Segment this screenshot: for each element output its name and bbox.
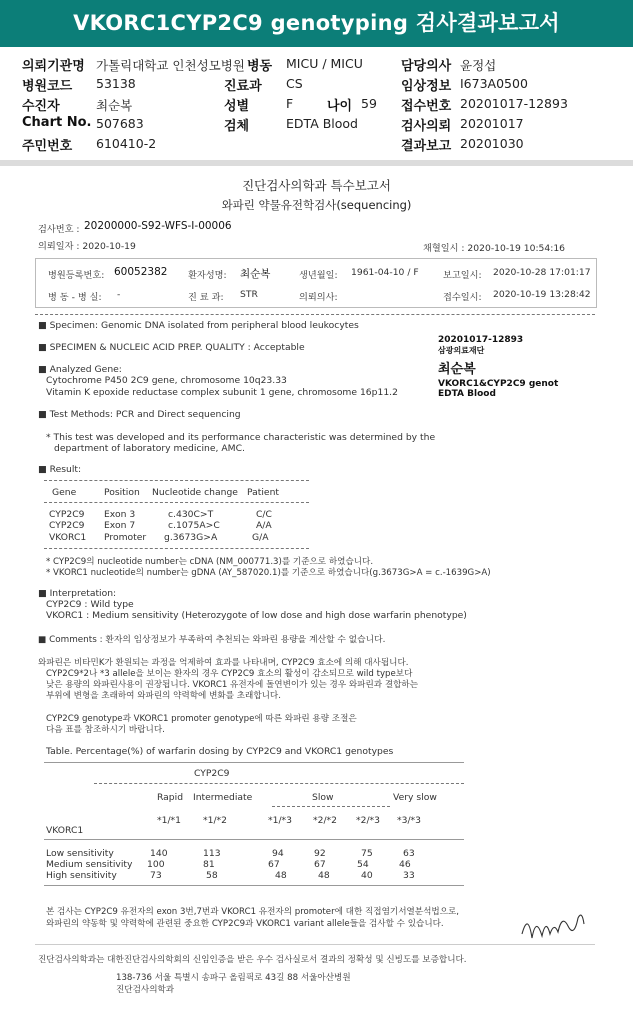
quality-line: ■ SPECIMEN & NUCLEIC ACID PREP. QUALITY : Acceptable [38, 342, 305, 353]
dept-label: 진료과 [224, 79, 262, 94]
result-title: ■ Result: [38, 464, 82, 475]
certification-note: 진단검사의학과는 대한진단검사의학회의 신임인증을 받은 우수 검사실로서 결과의 정확성 및 신빙도를 보증합니다. [38, 955, 467, 965]
dose-value: 40 [361, 870, 373, 881]
specimen-label: 검체 [224, 119, 250, 134]
recv-date-value: 2020-10-19 13:28:42 [493, 289, 591, 300]
ward-value: MICU / MICU [286, 56, 363, 71]
bottom-line-1: 본 검사는 CYP2C9 유전자의 exon 3번,7번과 VKORC1 유전자의 promoter에 대한 직접염기서열분석법으로, [46, 907, 460, 917]
result-row-position: Promoter [104, 532, 147, 543]
note-line-2: department of laboratory medicine, AMC. [54, 443, 245, 454]
report-date-label: 보고일시: [443, 270, 482, 281]
group-rapid: Rapid [157, 792, 184, 803]
sticker-receipt: 20201017-12893 [438, 335, 524, 345]
result-row-patient: A/A [256, 520, 272, 531]
chart-label: Chart No. [22, 115, 92, 130]
receipt-label: 접수번호 [401, 99, 452, 114]
sex-label: 성별 [224, 99, 250, 114]
para1-line-3: 낮은 용량의 와파린사용이 권장됩니다. VKORC1 유전자에 돌연변이가 있는 경우 와파린과 결합하는 [46, 680, 419, 690]
lab-department: 진단검사의학과 [116, 985, 175, 995]
dose-row-label: Medium sensitivity [46, 859, 133, 870]
para1-line-2: CYP2C9*2나 *3 allele을 보이는 환자의 경우 CYP2C9 효소의 활성이 감소되므로 wild type보다 [46, 669, 413, 679]
group-slow: Slow [312, 792, 334, 803]
dose-value: 54 [357, 859, 369, 870]
hcode-value: 53138 [96, 76, 136, 91]
dose-value: 100 [147, 859, 165, 870]
sticker-test: VKORC1&CYP2C9 genot [438, 379, 559, 389]
dose-value: 46 [399, 859, 411, 870]
dose-row-label: Low sensitivity [46, 848, 114, 859]
result-row-gene: VKORC1 [49, 532, 87, 543]
result-date-label: 결과보고 [401, 139, 452, 154]
dashed-divider [35, 314, 595, 315]
clinical-value: I673A0500 [460, 76, 528, 91]
recv-date-label: 접수일시: [443, 292, 482, 303]
dose-value: 33 [403, 870, 415, 881]
result-header-change: Nucleotide change [152, 487, 238, 498]
hcode-label: 병원코드 [22, 79, 73, 94]
age-value: 59 [361, 96, 377, 111]
dose-value: 67 [314, 859, 326, 870]
ward-room-value: - [117, 289, 121, 300]
sex-value: F [286, 96, 294, 111]
sticker-specimen: EDTA Blood [438, 389, 496, 399]
bottom-line-2: 와파린의 약동학 및 약력학에 관련된 중요한 CYP2C9과 VKORC1 variant allele들을 검사할 수 있습니다. [46, 919, 444, 929]
pname-value: 최순복 [240, 268, 271, 280]
result-row-change: c.430C>T [168, 509, 214, 520]
reqdate-value: 20201017 [460, 116, 524, 131]
dose-table-bottom [44, 885, 464, 886]
note-line-1: * This test was developed and its performance characteristic was determined by the [46, 432, 436, 443]
doctor-value: 윤정섭 [460, 58, 497, 73]
result-row-patient: C/C [256, 509, 272, 520]
dose-value: 92 [314, 848, 326, 859]
report-subtitle: 와파린 약물유전학검사(sequencing) [221, 198, 412, 212]
specimen-sticker [438, 335, 588, 399]
para1-line-1: 와파린은 비타민K가 환원되는 과정을 억제하여 효과를 나타내며, CYP2C9 효소에 의해 대사됩니다. [38, 658, 409, 668]
hospital-label: 의뢰기관명 [22, 59, 85, 74]
scanned-report [0, 166, 633, 1013]
interp-line-2: VKORC1 : Medium sensitivity (Heterozygote of low dose and high dose warfarin phenotype) [46, 610, 467, 621]
interp-title: ■ Interpretation: [38, 588, 117, 599]
dose-value: 140 [150, 848, 168, 859]
dose-value: 48 [318, 870, 330, 881]
dose-table-sep [94, 783, 464, 784]
para2-line-2: 다음 표를 참조하시기 바랍니다. [46, 725, 165, 735]
para2-line-1: CYP2C9 genotype과 VKORC1 promoter genotype에 따른 와파린 용량 조절은 [46, 714, 357, 724]
footnote-2: * VKORC1 nucleotide의 number는 gDNA (AY_587020.1)를 기준으로 하였습니다(g.3673G>A = c.-1639G>A) [46, 568, 491, 578]
age-label: 나이 [327, 99, 353, 114]
result-row-patient: G/A [252, 532, 269, 543]
interp-line-1: CYP2C9 : Wild type [46, 599, 134, 610]
doctor-label: 담당의사 [401, 59, 452, 74]
genotype-header: *1/*2 [203, 815, 227, 826]
genotype-header: *2/*3 [356, 815, 380, 826]
pname-label: 환자성명: [188, 270, 227, 281]
vkorc1-label: VKORC1 [46, 825, 84, 836]
ssn-label: 주민번호 [22, 139, 73, 154]
receipt-value: 20201017-12893 [460, 96, 568, 111]
result-row-position: Exon 3 [104, 509, 136, 520]
dose-value: 67 [268, 859, 280, 870]
methods-line: ■ Test Methods: PCR and Direct sequencing [38, 409, 241, 420]
specimen-line: ■ Specimen: Genomic DNA isolated from peripheral blood leukocytes [38, 320, 359, 331]
genotype-header: *1/*1 [157, 815, 181, 826]
test-no-value: 20200000-S92-WFS-I-00006 [84, 220, 232, 232]
req-doctor-label: 의뢰의사: [299, 292, 338, 303]
result-date-value: 20201030 [460, 136, 524, 151]
ssn-value: 610410-2 [96, 136, 157, 151]
clinical-label: 임상정보 [401, 79, 452, 94]
result-row-change: c.1075A>C [168, 520, 220, 531]
para1-line-4: 부위에 변형을 초래하여 와파린의 약력학에 변화를 초래합니다. [46, 691, 281, 701]
result-row-position: Exon 7 [104, 520, 136, 531]
patient-value: 최순복 [96, 98, 133, 113]
analyzed-gene-2: Vitamin K epoxide reductase complex subunit 1 gene, chromosome 16p11.2 [46, 387, 398, 398]
result-row-gene: CYP2C9 [49, 509, 85, 520]
dose-row-label: High sensitivity [46, 870, 117, 881]
dob-value: 1961-04-10 / F [351, 267, 419, 278]
request-date: 의뢰일자 : 2020-10-19 [38, 241, 136, 252]
result-row-change: g.3673G>A [164, 532, 218, 543]
report-dept-title: 진단검사의학과 특수보고서 [242, 178, 391, 193]
dose-table-top [44, 762, 464, 763]
dose-value: 81 [203, 859, 215, 870]
report-header [0, 52, 633, 152]
sticker-lab: 삼광의료재단 [438, 346, 485, 355]
report-date-value: 2020-10-28 17:01:17 [493, 267, 591, 278]
ward-label: 병동 [247, 59, 273, 74]
dept2-label: 진 료 과: [188, 292, 224, 303]
lab-address: 138-736 서울 특별시 송파구 올림픽로 43길 88 서울아산병원 [116, 973, 351, 983]
reg-no-label: 병원등록번호: [48, 270, 105, 281]
reqdate-label: 검사의뢰 [401, 119, 452, 134]
slow-underline [272, 806, 390, 807]
patient-label: 수진자 [22, 99, 60, 114]
collect-date: 채혈일시 : 2020-10-19 10:54:16 [423, 243, 566, 254]
dept-value: CS [286, 76, 303, 91]
chart-value: 507683 [96, 116, 144, 131]
reg-no-value: 60052382 [114, 266, 168, 278]
result-table-bottom [44, 548, 309, 549]
report-title: VKORC1CYP2C9 genotyping 검사결과보고서 [0, 0, 633, 47]
dose-value: 73 [150, 870, 162, 881]
analyzed-gene-1: Cytochrome P450 2C9 gene, chromosome 10q23.33 [46, 375, 287, 386]
specimen-value: EDTA Blood [286, 116, 358, 131]
genotype-header: *3/*3 [397, 815, 421, 826]
dose-value: 113 [203, 848, 221, 859]
result-row-gene: CYP2C9 [49, 520, 85, 531]
dose-value: 75 [361, 848, 373, 859]
sticker-patient: 최순복 [438, 362, 476, 377]
dose-table-header-rule [44, 839, 464, 840]
hospital-value: 가톨릭대학교 인천성모병원 [96, 58, 245, 73]
dose-value: 94 [272, 848, 284, 859]
dose-value: 63 [403, 848, 415, 859]
result-header-gene: Gene [52, 487, 77, 498]
dose-value: 58 [206, 870, 218, 881]
genotype-header: *1/*3 [268, 815, 292, 826]
group-very-slow: Very slow [393, 792, 437, 803]
footer-rule [35, 944, 595, 945]
group-intermediate: Intermediate [193, 792, 253, 803]
table-caption: Table. Percentage(%) of warfarin dosing by CYP2C9 and VKORC1 genotypes [46, 746, 394, 757]
ward-room-label: 병 동 - 병 실: [48, 292, 102, 303]
result-header-position: Position [104, 487, 140, 498]
result-table-top [44, 480, 309, 481]
test-no-label: 검사번호 : [38, 224, 80, 235]
dose-value: 48 [275, 870, 287, 881]
result-header-patient: Patient [247, 487, 279, 498]
cyp-label: CYP2C9 [194, 768, 230, 779]
dept2-value: STR [240, 289, 258, 300]
genotype-header: *2/*2 [313, 815, 337, 826]
result-table-mid [44, 502, 309, 503]
footnote-1: * CYP2C9의 nucleotide number는 cDNA (NM_000771.3)를 기준으로 하였습니다. [46, 557, 374, 567]
analyzed-title: ■ Analyzed Gene: [38, 364, 122, 375]
comments-line: ■ Comments : 환자의 임상정보가 부족하여 추천되는 와파린 용량을 계산할 수 없습니다. [38, 635, 386, 645]
dob-label: 생년월일: [299, 270, 338, 281]
